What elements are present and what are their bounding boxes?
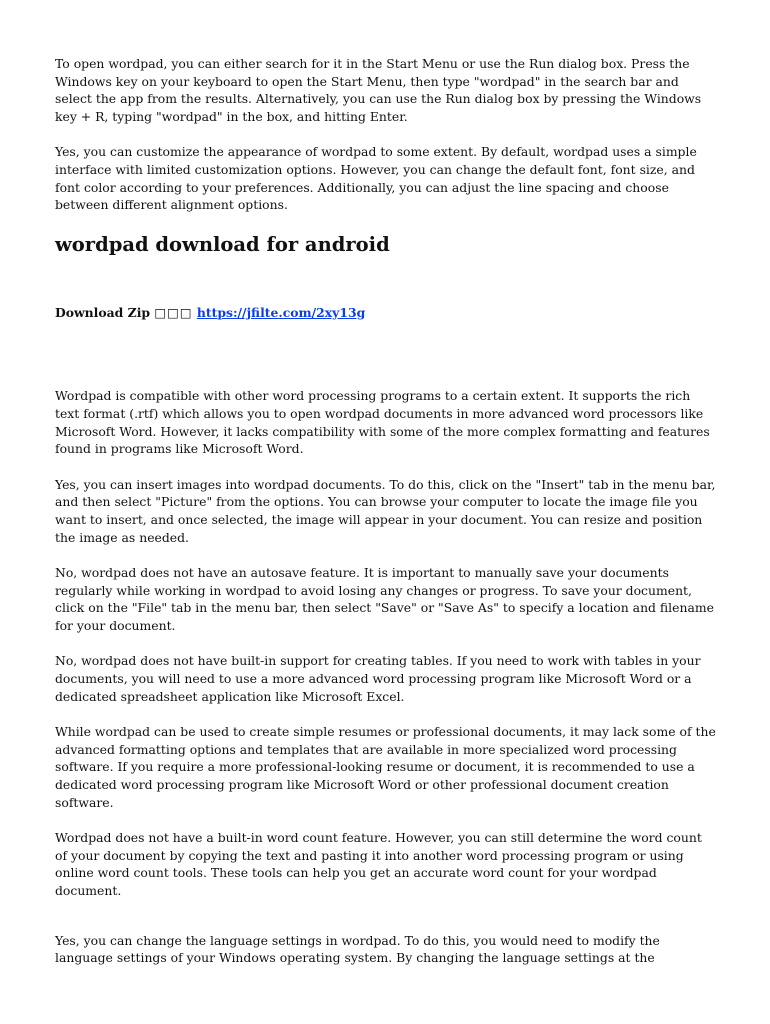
paragraph-resumes: While wordpad can be used to create simple resumes or professional documents, it may lack some of the advanced formatting options and templates that are available in more specialized word processing software. If you require a more professional-looking resume or document, it is recommended to use a dedicated word processing program like Microsoft Word or other professional document creation software.: [55, 724, 716, 810]
paragraph-autosave: No, wordpad does not have an autosave feature. It is important to manually save your documents regularly while working in wordpad to avoid losing any changes or progress. To save your document, click on the "File" tab in the menu bar, then select "Save" or "Save As" to specify a location and filename for your document.: [55, 565, 714, 633]
paragraph-customize: Yes, you can customize the appearance of wordpad to some extent. By default, wordpad uses a simple interface with limited customization options. However, you can change the default font, font size, and font color according to your preferences. Additionally, you can adjust the line spacing and choose between different alignment options.: [55, 144, 697, 213]
page-heading: wordpad download for android: [55, 232, 390, 256]
paragraph-images: Yes, you can insert images into wordpad documents. To do this, click on the "Insert" tab in the menu bar, and then select "Picture" from the options. You can browse your computer to locate the image file you want to insert, and once selected, the image will appear in your document. You can resize and position the image as needed.: [55, 476, 716, 545]
download-link[interactable]: https://jfilte.com/2xy13g: [196, 304, 366, 320]
paragraph-language: Yes, you can change the language settings in wordpad. To do this, you would need to modify the language settings of your Windows operating system. By changing the language settings at the: [55, 932, 660, 966]
download-line: [55, 304, 717, 322]
paragraph-word-count: Wordpad does not have a built-in word count feature. However, you can still determine the word count of your document by copying the text and pasting it into another word processing program or using online word count tools. These tools can help you get an accurate word count for your wordpad document.: [55, 830, 702, 898]
download-label: Download Zip: [55, 304, 151, 320]
paragraph-tables: No, wordpad does not have built-in support for creating tables. If you need to work with tables in your documents, you will need to use a more advanced word processing program like Microsoft Word or a dedicated spreadsheet application like Microsoft Excel.: [55, 653, 701, 704]
arrow-glyphs-icon: □□□: [154, 304, 193, 320]
document-page: [55, 55, 717, 985]
paragraph-open-wordpad: To open wordpad, you can either search for it in the Start Menu or use the Run dialog box. Press the Windows key on your keyboard to open the Start Menu, then type "wordpad" in the search bar and select the app from the results. Alternatively, you can use the Run dialog box by pressing the Windows key + R, typing "wordpad" in the box, and hitting Enter.: [55, 56, 702, 124]
paragraph-compatibility: Wordpad is compatible with other word processing programs to a certain extent. It supports the rich text format (.rtf) which allows you to open wordpad documents in more advanced word processors like Microsoft Word. However, it lacks compatibility with some of the more complex formatting and features found in programs like Microsoft Word.: [55, 388, 710, 457]
